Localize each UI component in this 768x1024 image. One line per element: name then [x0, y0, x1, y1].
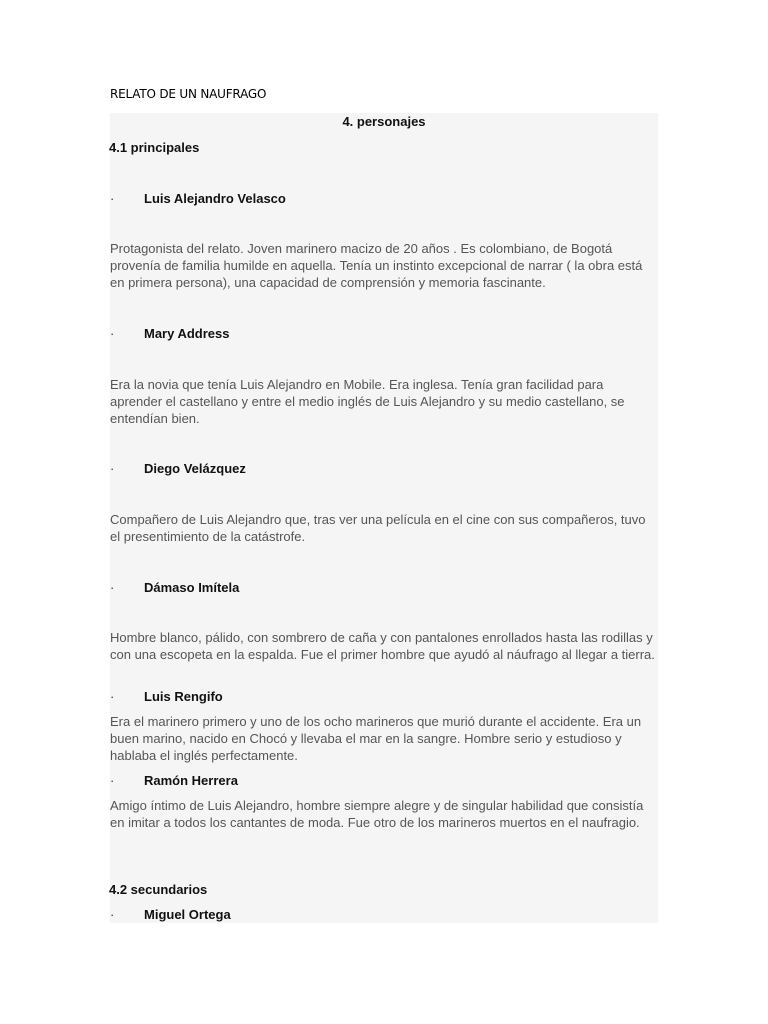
character-description: Protagonista del relato. Joven marinero macizo de 20 años . Es colombiano, de Bogotá provenía de familia humilde en aquella. Tenía un instinto excepcional de narrar ( la obra está en primera persona), una capacidad de comprensión y memoria fascinante.	[110, 241, 643, 290]
character-name: Dámaso Imítela	[144, 580, 240, 595]
bullet-marker: ·	[110, 580, 115, 595]
bullet-marker: ·	[110, 191, 115, 206]
principales-heading: 4.1 principales	[109, 140, 200, 155]
character-name: Ramón Herrera	[144, 773, 238, 788]
character-description: Era el marinero primero y uno de los ocho marineros que murió durante el accidente. Era un buen marino, nacido en Chocó y llevaba el mar en la sangre. Hombre serio y estudioso y hablaba el inglés perfectamente.	[110, 714, 642, 763]
section-heading: 4. personajes	[342, 114, 426, 129]
character-description: Amigo íntimo de Luis Alejandro, hombre siempre alegre y de singular habilidad que consistía en imitar a todos los cantantes de moda. Fue otro de los marineros muertos en el naufragio.	[110, 798, 644, 830]
document-title: RELATO DE UN NAUFRAGO	[110, 87, 267, 101]
bullet-marker: ·	[110, 461, 115, 476]
character-description: Hombre blanco, pálido, con sombrero de caña y con pantalones enrollados hasta las rodillas y con una escopeta en la espalda. Fue el primer hombre que ayudó al náufrago al llegar a tierra.	[110, 630, 655, 662]
character-name: Diego Velázquez	[144, 461, 246, 476]
character-name: Luis Rengifo	[144, 689, 223, 704]
secondary-character-name: Miguel Ortega	[144, 907, 231, 922]
character-name: Luis Alejandro Velasco	[144, 191, 286, 206]
bullet-marker: ·	[110, 689, 115, 704]
secundarios-heading: 4.2 secundarios	[109, 882, 208, 897]
bullet-marker: ·	[110, 326, 115, 341]
character-description: Era la novia que tenía Luis Alejandro en Mobile. Era inglesa. Tenía gran facilidad para aprender el castellano y entre el medio inglés de Luis Alejandro y su medio castellano, se entendían bien.	[110, 377, 625, 426]
bullet-marker: ·	[110, 773, 115, 788]
character-description: Compañero de Luis Alejandro que, tras ver una película en el cine con sus compañeros, tuvo el presentimiento de la catástrofe.	[110, 512, 646, 544]
bullet-marker: ·	[110, 907, 115, 922]
character-name: Mary Address	[144, 326, 230, 341]
